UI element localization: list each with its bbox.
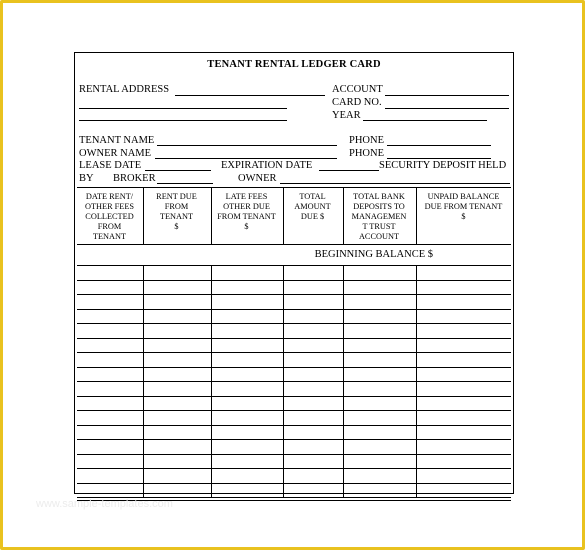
header-unpaid-balance: UNPAID BALANCE DUE FROM TENANT $ (424, 192, 503, 221)
beginning-balance-label: BEGINNING BALANCE $ (314, 249, 433, 260)
owner-line[interactable] (280, 183, 510, 184)
owner-name-line[interactable] (155, 158, 337, 159)
body-column-divider (211, 265, 212, 497)
header-late-fees: LATE FEES OTHER DUE FROM TENANT $ (217, 192, 276, 231)
account-line[interactable] (385, 95, 509, 96)
security-deposit-label: SECURITY DEPOSIT HELD (379, 160, 507, 171)
ledger-card (74, 52, 514, 494)
header-column-divider (283, 187, 284, 244)
rental-address-line-1[interactable] (175, 95, 325, 96)
tenant-name-label: TENANT NAME (79, 135, 155, 146)
ledger-table (77, 187, 511, 493)
owner-name-label: OWNER NAME (79, 148, 152, 159)
header-column-divider (143, 187, 144, 244)
year-line[interactable] (363, 120, 487, 121)
header-column-divider (343, 187, 344, 244)
phone-label-1: PHONE (349, 135, 385, 146)
lease-date-line[interactable] (145, 170, 211, 171)
body-column-divider (143, 265, 144, 497)
phone-line-1[interactable] (387, 145, 491, 146)
rental-address-line-3[interactable] (79, 120, 287, 121)
card-no-line[interactable] (385, 108, 509, 109)
broker-line[interactable] (157, 183, 213, 184)
tenant-name-line[interactable] (157, 145, 337, 146)
account-label: ACCOUNT (332, 84, 383, 95)
header-date-rent: DATE RENT/ OTHER FEES COLLECTED FROM TENANT (84, 192, 135, 241)
header-column-divider (211, 187, 212, 244)
expiration-date-label: EXPIRATION DATE (221, 160, 313, 171)
year-label: YEAR (332, 110, 361, 121)
header-column-divider (416, 187, 417, 244)
phone-line-2[interactable] (387, 158, 491, 159)
by-label: BY (79, 173, 94, 184)
header-rent-due: RENT DUE FROM TENANT $ (156, 192, 197, 231)
header-bank-deposits: TOTAL BANK DEPOSITS TO MANAGEMEN T TRUST ACCOUNT (351, 192, 407, 241)
body-column-divider (416, 265, 417, 497)
expiration-date-line[interactable] (319, 170, 379, 171)
phone-label-2: PHONE (349, 148, 385, 159)
card-no-label: CARD NO. (332, 97, 382, 108)
header-total-amount: TOTAL AMOUNT DUE $ (294, 192, 331, 221)
card-title: TENANT RENTAL LEDGER CARD (207, 59, 381, 70)
body-column-divider (283, 265, 284, 497)
lease-date-label: LEASE DATE (79, 160, 142, 171)
watermark-text: www.sample-templates.com (36, 498, 173, 510)
rental-address-label: RENTAL ADDRESS (79, 84, 170, 95)
beginning-balance-row (77, 245, 511, 265)
body-column-divider (343, 265, 344, 497)
rental-address-line-2[interactable] (79, 108, 287, 109)
broker-label: BROKER (113, 173, 156, 184)
owner-label: OWNER (238, 173, 277, 184)
